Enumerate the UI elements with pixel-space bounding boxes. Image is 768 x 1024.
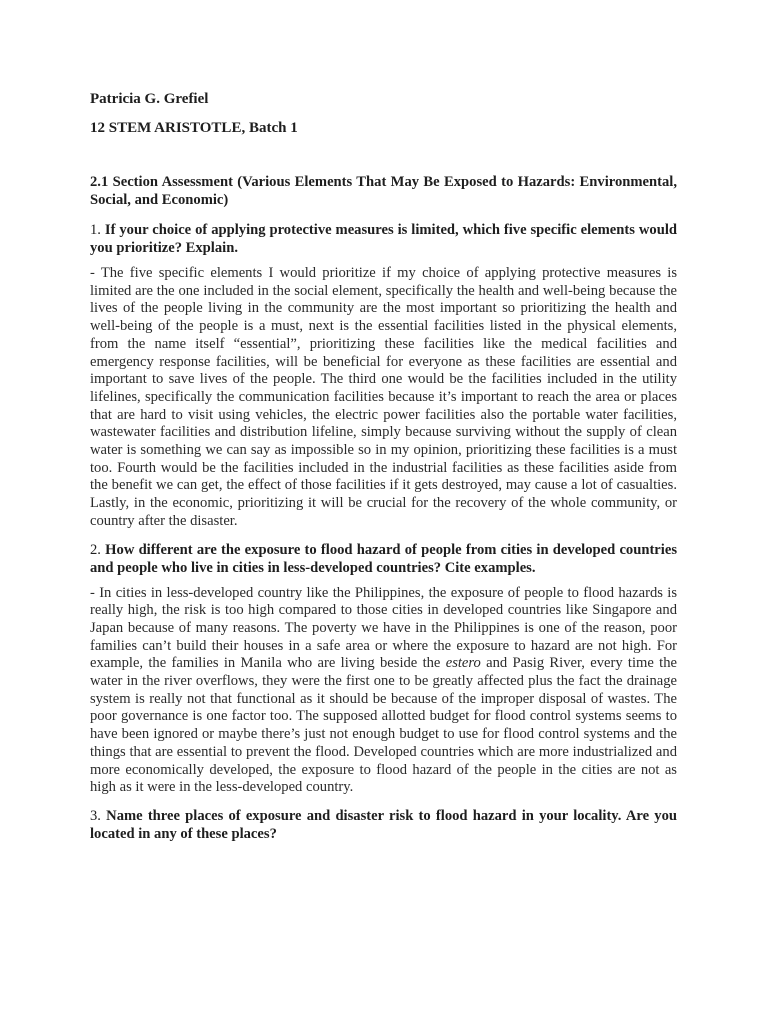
- answer-italic-term: estero: [445, 655, 481, 672]
- question-1: [90, 221, 677, 257]
- question-text: If your choice of applying protective measures is limited, which five specific elements would you prioritize? Explain.: [90, 222, 678, 256]
- answer-2: [90, 585, 677, 797]
- question-number: 3.: [90, 807, 101, 824]
- question-number: 2.: [90, 541, 101, 558]
- author-name: Patricia G. Grefiel: [90, 91, 209, 107]
- question-text: How different are the exposure to flood hazard of people from cities in developed countries and people who live in cities in less-developed countries? Cite examples.: [90, 541, 677, 576]
- question-2: [90, 541, 677, 577]
- answer-1: - The five specific elements I would prioritize if my choice of applying protective measures is limited are the one included in the social element, specifically the health and well-being because the lives of the people living in the community are the most important so prioritizing the health and well-being of the people is a must, next is the essential facilities listed in the physical elements, from the name itself “essential”, prioritizing these facilities like the medical facilities and emergency response facilities, will be beneficial for everyone as these facilities are essential and important to save lives of the people. The third one would be the facilities included in the utility lifelines, specifically the communication facilities because it’s important to reach the area or places that are hard to visit using vehicles, the electric power facilities also the portable water facilities, wastewater facilities and distribution lifeline, simply because surviving without the supply of clean water is something we can say as impossible so in my opinion, prioritizing these facilities is a must too. Fourth would be the facilities included in the industrial facilities as these facilities aside from the benefit we can get, the effect of those facilities if it gets destroyed, may cause a lot of casualties. Lastly, in the economic, prioritizing it will be crucial for the recovery of the whole community, or country after the disaster.: [90, 265, 677, 529]
- answer-text: - In cities in less-developed country like the Philippines, the exposure of people to flood hazards is really high, the risk is too high compared to those cities in developed countries like Singapore and Japan because of many reasons. The poverty we have in the Philippines is one of the reason, poor families can’t build their houses in a safe area or where the exposure to hazard are not high. For example, the families in Manila who are living beside the: [90, 584, 677, 672]
- question-text: Name three places of exposure and disaster risk to flood hazard in your locality. Are you located in any of these places?: [90, 807, 677, 842]
- section-title: 2.1 Section Assessment (Various Elements That May Be Exposed to Hazards: Environmental, Social, and Economic): [90, 174, 677, 208]
- answer-text: and Pasig River, every time the water in the river overflows, they were the first one to be greatly affected plus the fact the drainage system is really not that functional as it should be because of the improper disposal of wastes. The poor governance is one factor too. The supposed allotted budget for flood control systems seems to have been ignored or maybe there’s just not enough budget to use for flood control systems and the things that are essential to prevent the flood. Developed countries which are more industrialized and more economically developed, the exposure to flood hazard of the people in the cities are not as high as it were in the less-developed country.: [90, 655, 677, 796]
- question-number: 1.: [90, 222, 101, 238]
- class-section: 12 STEM ARISTOTLE, Batch 1: [90, 120, 298, 136]
- question-3: [90, 807, 677, 843]
- document-page: [90, 90, 677, 851]
